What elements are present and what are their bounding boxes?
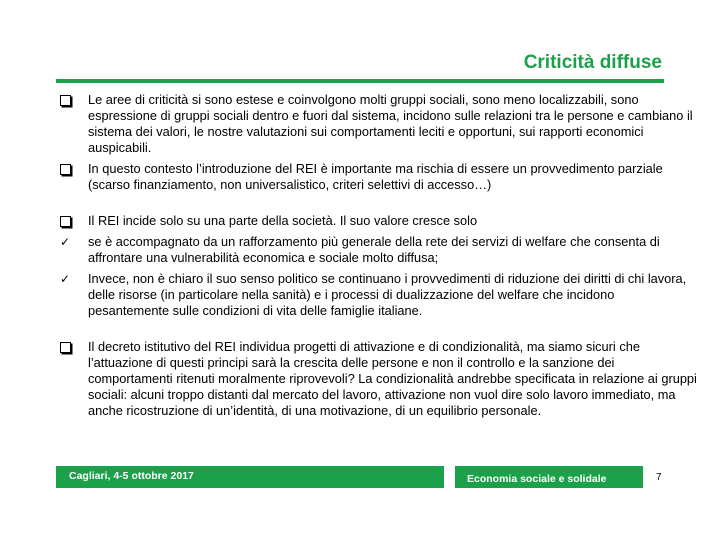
bullet-item xyxy=(56,92,698,156)
footer-topic-bar xyxy=(455,466,643,488)
bullet-item xyxy=(56,234,698,266)
bullet-text: Le aree di criticità si sono estese e coinvolgono molti gruppi sociali, sono meno localizzabili, sono espressione di gruppi sociali dentro e fuori dal sistema, incidono sulle relazioni tra le persone e cambiano il sistema dei valori, le nostre valutazioni sui comportamenti leciti e opportuni, sui rapporti economici auspicabili. xyxy=(88,92,693,155)
slide-title: Criticità diffuse xyxy=(523,52,662,73)
checkmark-icon: ✓ xyxy=(60,272,71,286)
bullet-text: Invece, non è chiaro il suo senso politico se continuano i provvedimenti di riduzione dei diritti di chi lavora, delle risorse (in particolare nella sanità) e i processi di dualizzazione del welfare che incidono pesantemente sulle condizioni di vita delle famiglie italiane. xyxy=(88,271,687,318)
square-bullet-icon xyxy=(60,92,76,110)
bullet-text: se è accompagnato da un rafforzamento più generale della rete dei servizi di welfare che consenta di affrontare una vulnerabilità economica e sociale molto diffusa; xyxy=(88,234,660,265)
footer-event-bar xyxy=(56,466,444,488)
slide-body xyxy=(56,92,698,419)
square-bullet-icon xyxy=(60,339,76,357)
square-bullet-icon xyxy=(60,213,76,231)
bullet-item xyxy=(56,161,698,193)
bullet-text: In questo contesto l’introduzione del REI è importante ma rischia di essere un provvedimento parziale (scarso finanziamento, non universalistico, criteri selettivi di accesso…) xyxy=(88,161,663,192)
bullet-text: Il decreto istitutivo del REI individua progetti di attivazione e di condizionalità, ma siamo sicuri che l’attuazione di questi principi sarà la crescita delle persone e non il controllo e la sanzione dei comportamenti ritenuti moralmente riprovevoli? La condizionalità andrebbe specificata in relazione ai gruppi sociali: alcuni troppo distanti dal mercato del lavoro, attivazione non vuol dire solo lavoro immediato, ma anche ricostruzione di un’identità, di una motivazione, di un equilibrio personale. xyxy=(88,339,697,418)
footer-event-label: Cagliari, 4-5 ottobre 2017 xyxy=(69,470,194,482)
bullet-item xyxy=(56,271,698,319)
page-number: 7 xyxy=(656,472,662,483)
bullet-item xyxy=(56,213,698,229)
title-divider xyxy=(56,79,664,83)
footer-topic-label: Economia sociale e solidale xyxy=(467,473,607,485)
bullet-text: Il REI incide solo su una parte della società. Il suo valore cresce solo xyxy=(88,213,478,228)
bullet-item xyxy=(56,339,698,419)
checkmark-icon: ✓ xyxy=(60,235,71,249)
square-bullet-icon xyxy=(60,161,76,179)
